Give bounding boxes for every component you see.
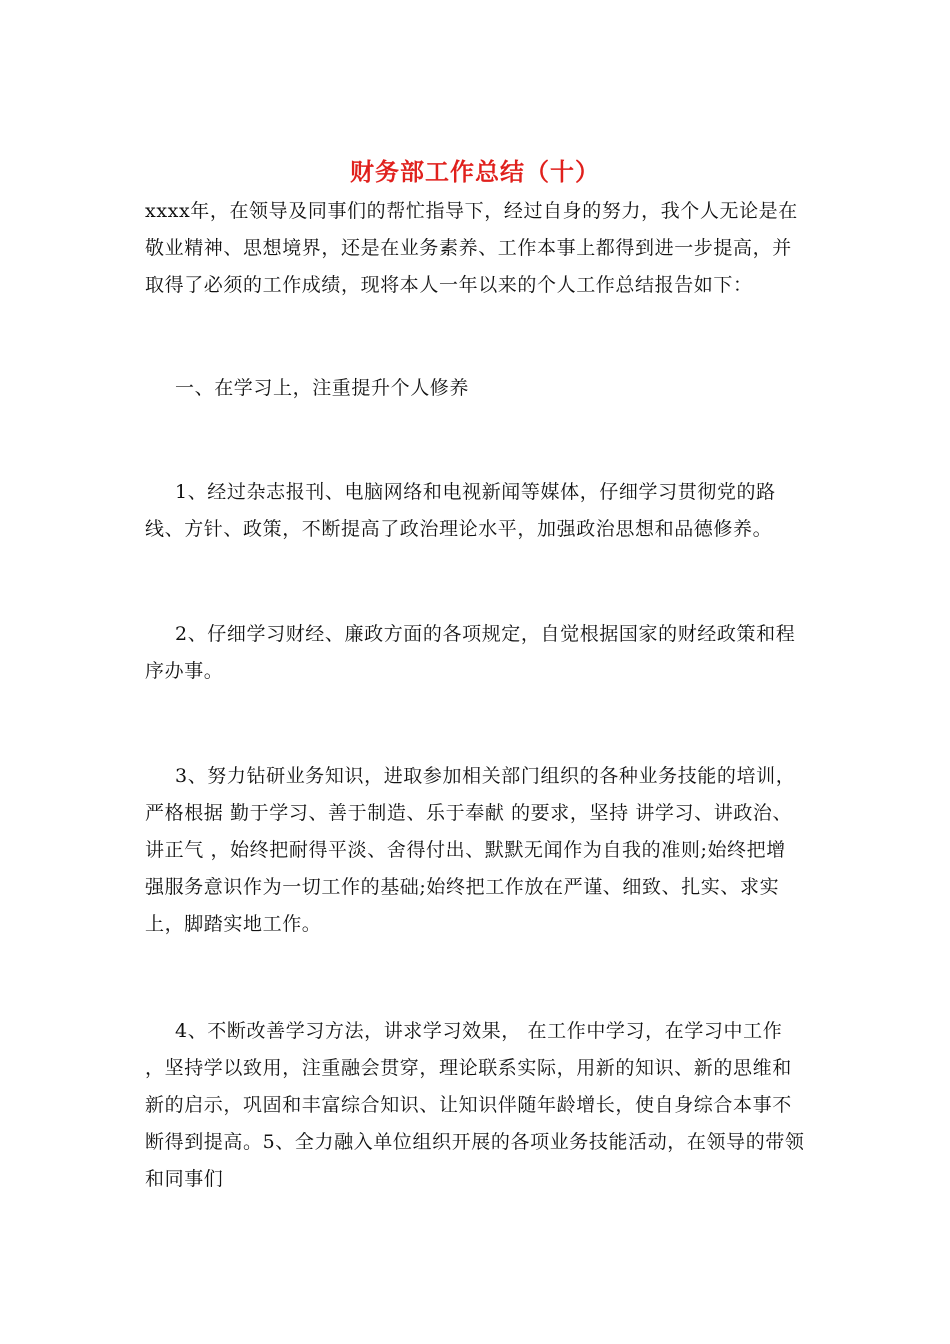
document-title: 财务部工作总结（十） <box>350 158 600 186</box>
paragraph-item-1: 1、经过杂志报刊、电脑网络和电视新闻等媒体，仔细学习贯彻党的路线、方针、政策，不断提高了政治理论水平，加强政治思想和品德修养。 <box>145 481 776 540</box>
paragraph-item-2: 2、仔细学习财经、廉政方面的各项规定，自觉根据国家的财经政策和程序办事。 <box>145 623 796 682</box>
paragraph-item-4: 4、不断改善学习方法，讲求学习效果， 在工作中学习，在学习中工作 ，坚持学以致用，注重融会贯穿，理论联系实际，用新的知识、新的思维和新的启示，巩固和丰富综合知识、让知识伴随年龄增长，使自身综合本事不断得到提高。5、全力融入单位组织开展的各项业务技能活动，在领导的带领和同事们 <box>145 1020 805 1190</box>
intro-paragraph: xxxx年，在领导及同事们的帮忙指导下，经过自身的努力，我个人无论是在敬业精神、思想境界，还是在业务素养、工作本事上都得到进一步提高，并取得了必须的工作成绩，现将本人一年以来的个人工作总结报告如下： <box>145 200 798 296</box>
paragraph-item-3: 3、努力钻研业务知识，进取参加相关部门组织的各种业务技能的培训，严格根据 勤于学习、善于制造、乐于奉献 的要求，坚持 讲学习、讲政治、讲正气 ，始终把耐得平淡、舍得付出、默默无闻作为自我的准则;始终把增强服务意识作为一切工作的基础;始终把工作放在严谨、细致、扎实、求实上，脚踏实地工作。 <box>145 765 796 935</box>
section-heading: 一、在学习上，注重提升个人修养 <box>175 377 470 399</box>
